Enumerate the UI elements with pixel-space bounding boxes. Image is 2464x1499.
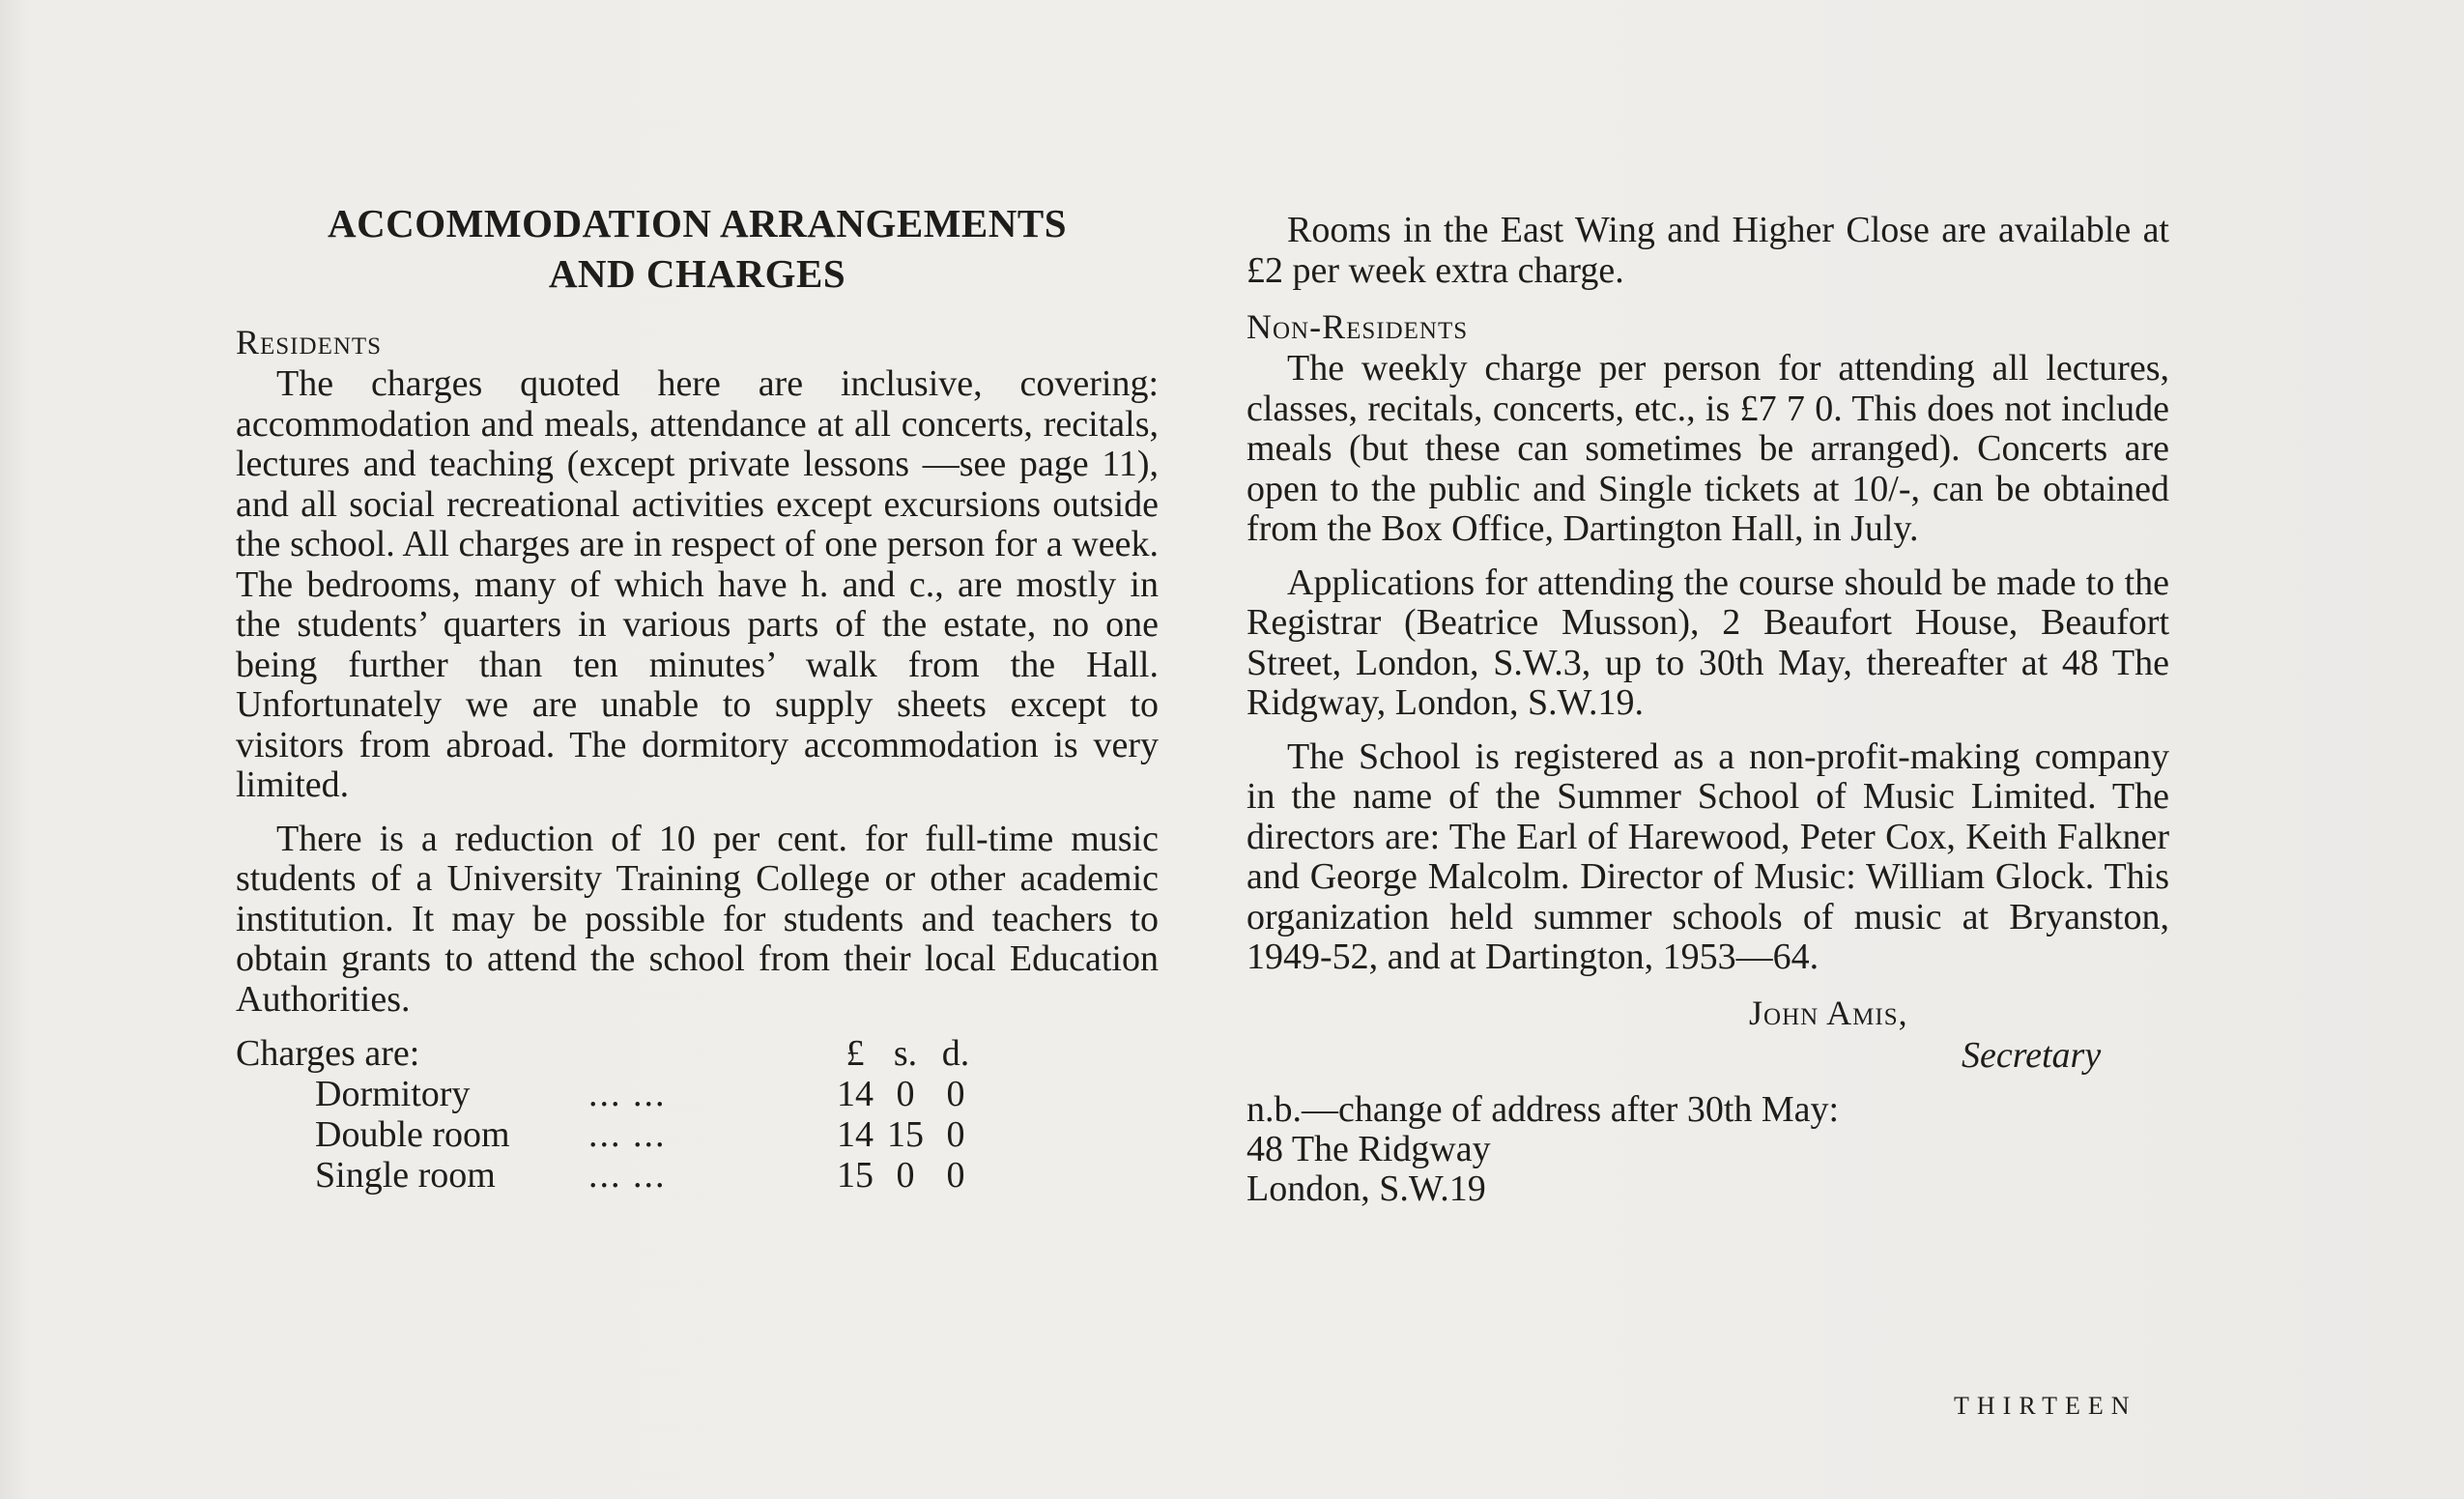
address-note-line-1: n.b.—change of address after 30th May: [1246,1088,1840,1130]
residents-paragraph-2: There is a reduction of 10 per cent. for full-time music students of a University Training College or other academic institution. It may be possible for students and teachers to obtain grants to attend the school from their local Education Authorities. [236,818,1159,1020]
charge-pounds: 14 [837,1114,874,1155]
page-heading [236,198,1159,299]
charges-label: Charges are: [236,1033,420,1074]
leader-dots: ... ... [588,1074,667,1114]
charges-row-double-room [236,1114,1159,1155]
non-residents-subheading: Non-Residents [1246,307,1469,346]
charge-name: Single room [315,1155,496,1196]
charges-row-single-room [236,1155,1159,1196]
rooms-paragraph: Rooms in the East Wing and Higher Close are available at £2 per week extra charge. [1246,210,2169,291]
school-paragraph: The School is registered as a non-profit-making company in the name of the Summer School of Music Limited. The directors are: The Earl of Harewood, Peter Cox, Keith Falkner and George Malcolm. Director of Music: William Glock. This organization held summer schools of music at Bryanston, 1949-52, and at Dartington, 1953—64. [1246,735,2169,977]
left-column [236,198,1159,1196]
charge-pounds: 15 [837,1155,874,1196]
signature-name: John Amis, [1749,993,1908,1032]
charges-row-dormitory [236,1074,1159,1114]
heading-line-2: AND CHARGES [548,251,846,296]
residents-subheading: Residents [236,323,383,361]
non-residents-paragraph: The weekly charge per person for attending all lectures, classes, recitals, concerts, etc., is £7 7 0. This does not include meals (but these can sometimes be arranged). Concerts are open to the public and Single tickets at 10/-, can be obtained from the Box Office, Dartington Hall, in July. [1246,348,2169,549]
leader-dots: ... ... [588,1155,667,1196]
right-column [1246,211,2169,1209]
pounds-column-header: £ [845,1033,865,1074]
page-number: THIRTEEN [1954,1392,2137,1420]
heading-line-1: ACCOMMODATION ARRANGEMENTS [327,201,1068,245]
signature-role: Secretary [1962,1034,2102,1076]
applications-paragraph: Applications for attending the course should be made to the Registrar (Beatrice Musson), 2 Beaufort House, Beaufort Street, London, S.W.3, up to 30th May, thereafter at 48 The Ridgway, London, S.W.19. [1246,562,2169,723]
charge-shillings: 0 [896,1074,915,1114]
residents-paragraph-1: The charges quoted here are inclusive, covering: accommodation and meals, attendance at all concerts, recitals, lectures and teaching (except private lessons —see page 11), and all social recreational activities except excursions outside the school. All charges are in respect of one person for a week. The bedrooms, many of which have h. and c., are mostly in the students’ quarters in various parts of the estate, no one being further than ten minutes’ walk from the Hall. Unfortunately we are unable to supply sheets except to visitors from abroad. The dormitory accommodation is very limited. [236,363,1159,805]
charge-pounds: 14 [837,1074,874,1114]
address-note-line-2: 48 The Ridgway [1246,1128,1491,1169]
charges-table [236,1033,1159,1196]
charge-name: Double room [315,1114,510,1155]
leader-dots: ... ... [588,1114,667,1155]
charge-pence: 0 [946,1114,965,1155]
charge-pence: 0 [946,1155,965,1196]
charge-shillings: 15 [887,1114,924,1155]
charge-pence: 0 [946,1074,965,1114]
charges-header-row [236,1033,1159,1074]
charge-name: Dormitory [315,1074,471,1114]
address-note-line-3: London, S.W.19 [1246,1167,1486,1209]
pence-column-header: d. [941,1033,970,1074]
shillings-column-header: s. [893,1033,918,1074]
charge-shillings: 0 [896,1155,915,1196]
